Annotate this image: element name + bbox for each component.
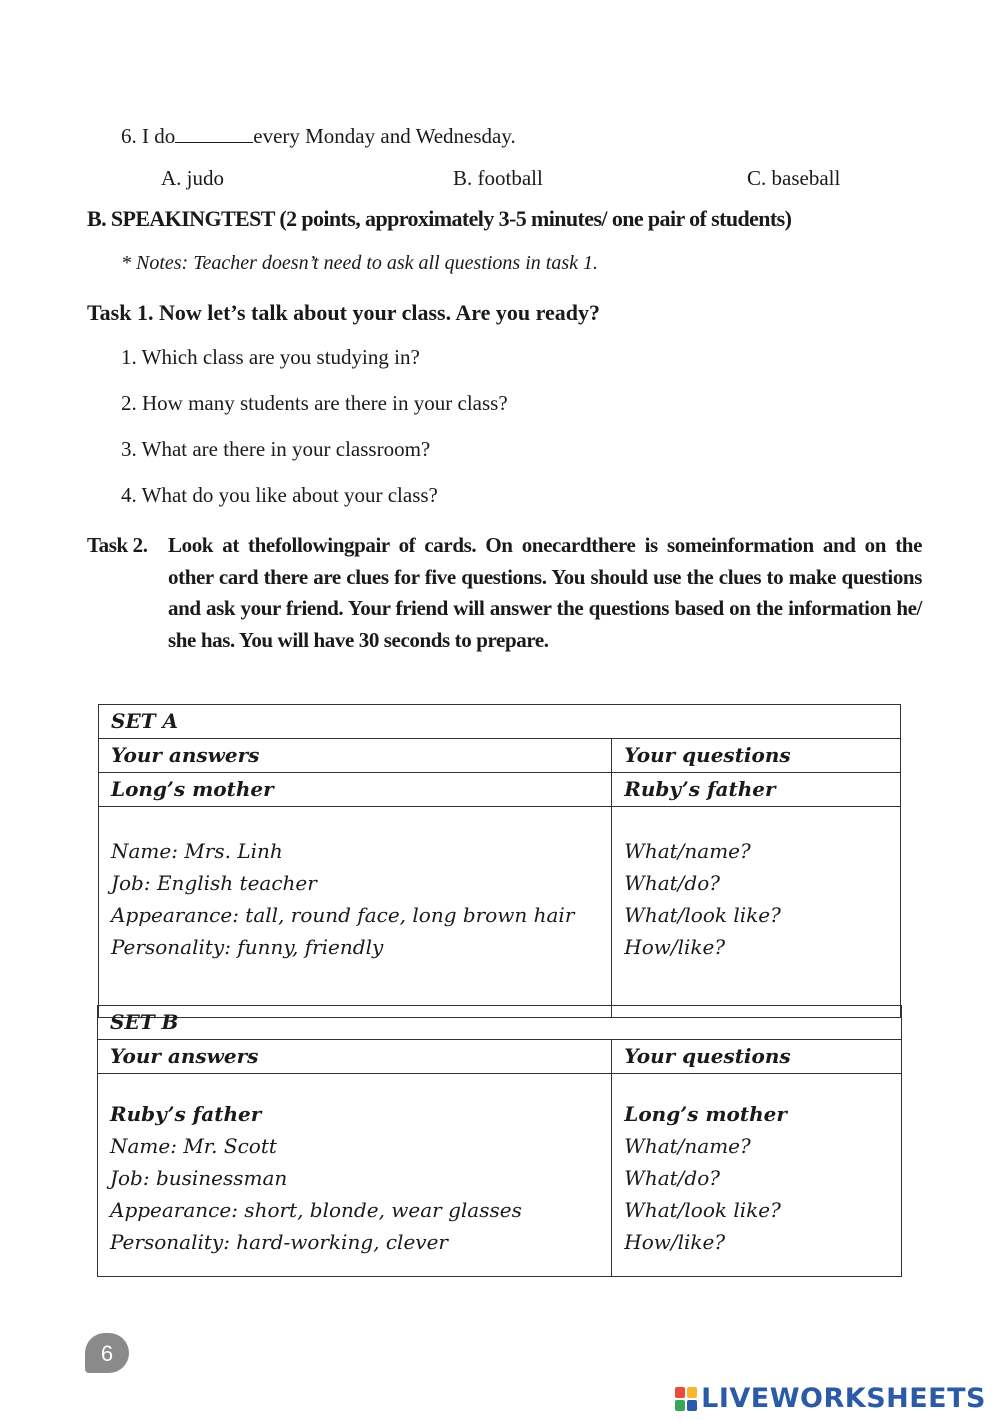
- option-b: B. football: [453, 166, 543, 190]
- option-a: A. judo: [161, 166, 224, 190]
- speaking-test-heading: B. SPEAKINGTEST (2 points, approximately 3-5 minutes/ one pair of students): [87, 206, 792, 231]
- task1-question-2: 2. How many students are there in your class?: [121, 391, 508, 415]
- page-number-badge: 6: [85, 1333, 129, 1373]
- set-b-answer-personality: Personality: hard-working, clever: [110, 1230, 448, 1254]
- set-b-question-personality: How/like?: [624, 1230, 726, 1254]
- logo-grid-icon: [675, 1387, 697, 1411]
- set-b-question-appearance: What/look like?: [624, 1198, 781, 1222]
- set-a-questions-cell: [612, 807, 901, 1018]
- set-b-answers-header: Your answers: [98, 1040, 612, 1074]
- task1-heading: Task 1. Now let’s talk about your class. Are you ready?: [87, 300, 600, 325]
- set-a-answers-subject: Long’s mother: [99, 773, 612, 807]
- task2-instructions: [87, 530, 922, 656]
- option-c: C. baseball: [747, 166, 841, 190]
- set-a-question-job: What/do?: [624, 871, 720, 895]
- question-6: [121, 124, 516, 149]
- set-a-answer-appearance: Appearance: tall, round face, long brown hair: [111, 903, 575, 927]
- set-b-answer-appearance: Appearance: short, blonde, wear glasses: [110, 1198, 522, 1222]
- task1-question-3: 3. What are there in your classroom?: [121, 437, 431, 461]
- set-b-question-job: What/do?: [624, 1166, 720, 1190]
- set-a-answer-personality: Personality: funny, friendly: [111, 935, 384, 959]
- logo-text: LIVEWORKSHEETS: [701, 1383, 986, 1414]
- question-text-before: I do: [142, 124, 176, 148]
- set-a-answers-header: Your answers: [99, 739, 612, 773]
- set-b-questions-cell: [612, 1074, 902, 1277]
- set-a-answer-job: Job: English teacher: [111, 871, 317, 895]
- set-a-question-appearance: What/look like?: [624, 903, 781, 927]
- set-a-card: [98, 704, 901, 1018]
- set-b-answers-cell: [98, 1074, 612, 1277]
- task1-question-1: 1. Which class are you studying in?: [121, 345, 420, 369]
- teacher-note: * Notes: Teacher doesn’t need to ask all questions in task 1.: [121, 252, 598, 274]
- set-a-question-name: What/name?: [624, 839, 751, 863]
- set-a-answers-cell: [99, 807, 612, 1018]
- liveworksheets-logo: [675, 1383, 986, 1414]
- set-b-title: SET B: [98, 1006, 902, 1040]
- set-b-answer-job: Job: businessman: [110, 1166, 288, 1190]
- question-text-after: every Monday and Wednesday.: [253, 124, 516, 148]
- set-a-title: SET A: [99, 705, 901, 739]
- set-a-question-personality: How/like?: [624, 935, 726, 959]
- task1-question-4: 4. What do you like about your class?: [121, 483, 438, 507]
- set-a-questions-header: Your questions: [612, 739, 901, 773]
- set-b-card: [97, 1005, 902, 1277]
- set-b-answer-name: Name: Mr. Scott: [110, 1134, 277, 1158]
- set-b-question-name: What/name?: [624, 1134, 751, 1158]
- set-a-questions-subject: Ruby’s father: [612, 773, 901, 807]
- question-number: 6.: [121, 124, 137, 148]
- task2-text: Look at thefollowingpair of cards. On onecardthere is someinformation and on the other card there are clues for five questions. You should use the clues to make questions and ask your friend. Your friend will answer the questions based on the information he/ she has. You will have 30 seconds to prepare.: [168, 533, 922, 652]
- answer-blank[interactable]: [175, 124, 253, 143]
- task2-label: Task 2.: [87, 533, 148, 557]
- set-a-answer-name: Name: Mrs. Linh: [111, 839, 283, 863]
- set-b-answers-subject: Ruby’s father: [110, 1102, 262, 1126]
- set-b-questions-header: Your questions: [612, 1040, 902, 1074]
- set-b-questions-subject: Long’s mother: [624, 1102, 787, 1126]
